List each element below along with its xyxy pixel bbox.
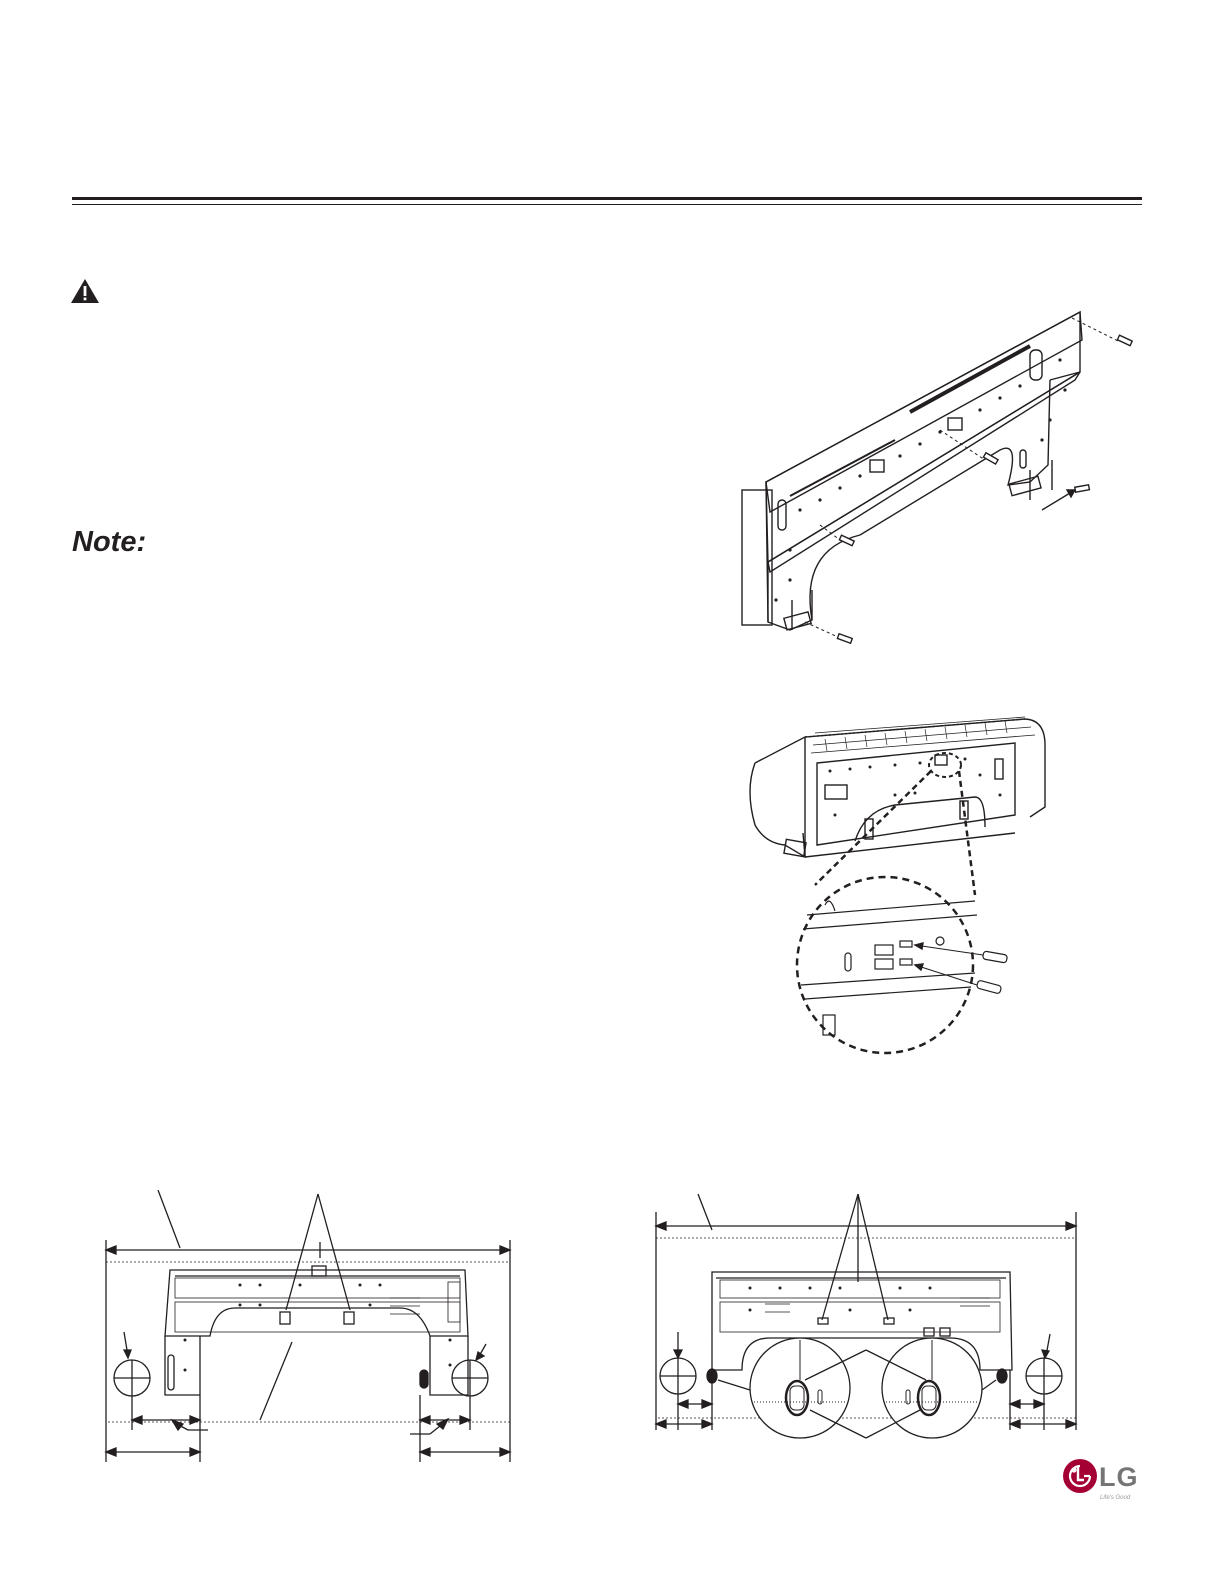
header-rule-thin (72, 204, 1142, 205)
mounting-plate-dimension-right-figure (650, 1190, 1080, 1450)
lg-face-icon (1062, 1458, 1098, 1494)
mounting-plate-isometric-figure (730, 300, 1150, 660)
logo-wordmark: LG (1099, 1462, 1139, 1492)
lg-logo (1062, 1458, 1152, 1506)
indoor-unit-back-detail-figure (745, 715, 1065, 1055)
logo-tagline: Life's Good (1100, 1495, 1131, 1501)
warning-triangle-icon (70, 278, 100, 304)
note-heading: Note: (72, 526, 147, 558)
mounting-plate-dimension-left-figure (100, 1190, 520, 1470)
header-rule-thick (72, 197, 1142, 200)
